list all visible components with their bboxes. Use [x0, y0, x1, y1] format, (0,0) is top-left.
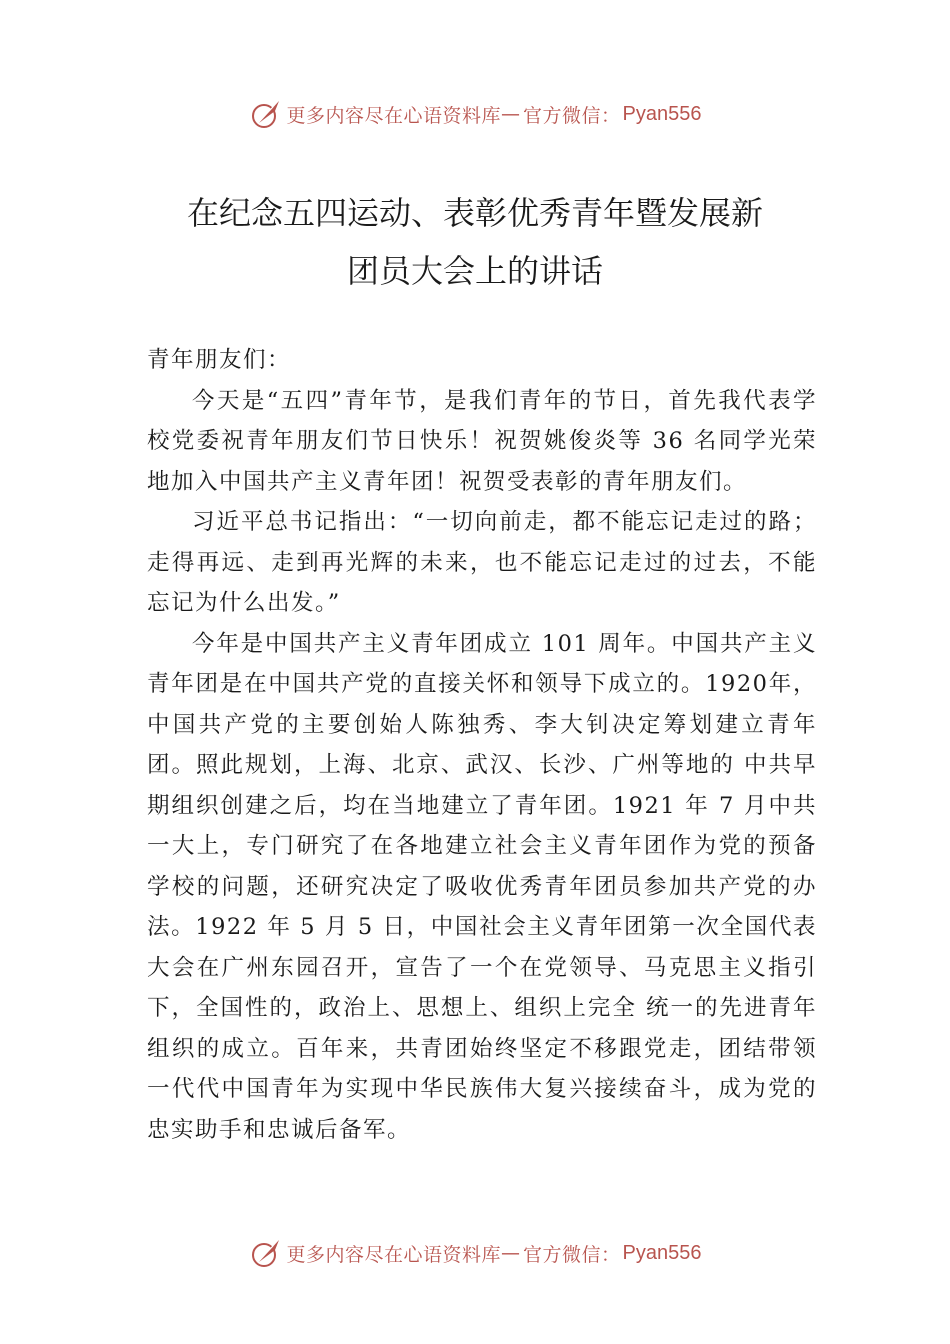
paragraph-1: 今天是“五四”青年节，是我们青年的节日，首先我代表学校党委祝青年朋友们节日快乐！祝贺姚俊炎等 36 名同学光荣地加入中国共产主义青年团！祝贺受表彰的青年朋友们。 — [147, 387, 817, 495]
salutation: 青年朋友们： — [147, 347, 292, 373]
title-line-2: 团员大会上的讲话 — [346, 252, 603, 290]
watermark-wechat-label: 官方微信： — [523, 104, 621, 127]
header-watermark — [0, 94, 950, 134]
document-title — [0, 184, 950, 300]
watermark-site-name: 更多内容尽在心语资料库 — [286, 1243, 502, 1266]
watermark-wechat-id: Pyan556 — [622, 102, 702, 125]
paragraph-3: 今年是中国共产主义青年团成立 101 周年。中国共产主义青年团是在中国共产党的直接关怀和领导下成立的。1920年，中国共产党的主要创始人陈独秀、李大钊决定筹划建立青年团。照此规划，上海、北京、武汉、长沙、广州等地的 中共早期组织创建之后，均在当地建立了青年团。1921 年 7 月中共一大上，专门研究了在各地建立社会主义青年团作为党的预备学校的问题，还研究决定了吸收优秀青年团员参加共产党的办法。1922 年 5 月 5 日，中国社会主义青年团第一次全国代表大会在广州东园召开，宣告了一个在党领导、马克思主义指引下，全国性的，政治上、思想上、组织上完全 统一的先进青年组织的成立。百年来，共青团始终坚定不移跟党走，团结带领一代代中国青年为实现中华民族伟大复兴接续奋斗，成为党的忠实助手和忠诚后备军。 — [147, 630, 817, 1143]
watermark-separator: — — [501, 1242, 524, 1264]
quill-logo-icon — [249, 97, 283, 131]
watermark-separator: — — [501, 103, 524, 125]
quill-logo-icon — [249, 1236, 283, 1270]
watermark-wechat-label: 官方微信： — [523, 1243, 621, 1266]
paragraph-2: 习近平总书记指出：“一切向前走，都不能忘记走过的路；走得再远、走到再光辉的未来，也不能忘记走过的过去，不能忘记为什么出发。” — [147, 509, 817, 616]
watermark-site-name: 更多内容尽在心语资料库 — [286, 104, 502, 127]
title-line-1: 在纪念五四运动、表彰优秀青年暨发展新 — [186, 194, 763, 232]
watermark-wechat-id: Pyan556 — [622, 1241, 702, 1264]
document-body — [147, 340, 817, 1150]
footer-watermark — [0, 1233, 950, 1273]
